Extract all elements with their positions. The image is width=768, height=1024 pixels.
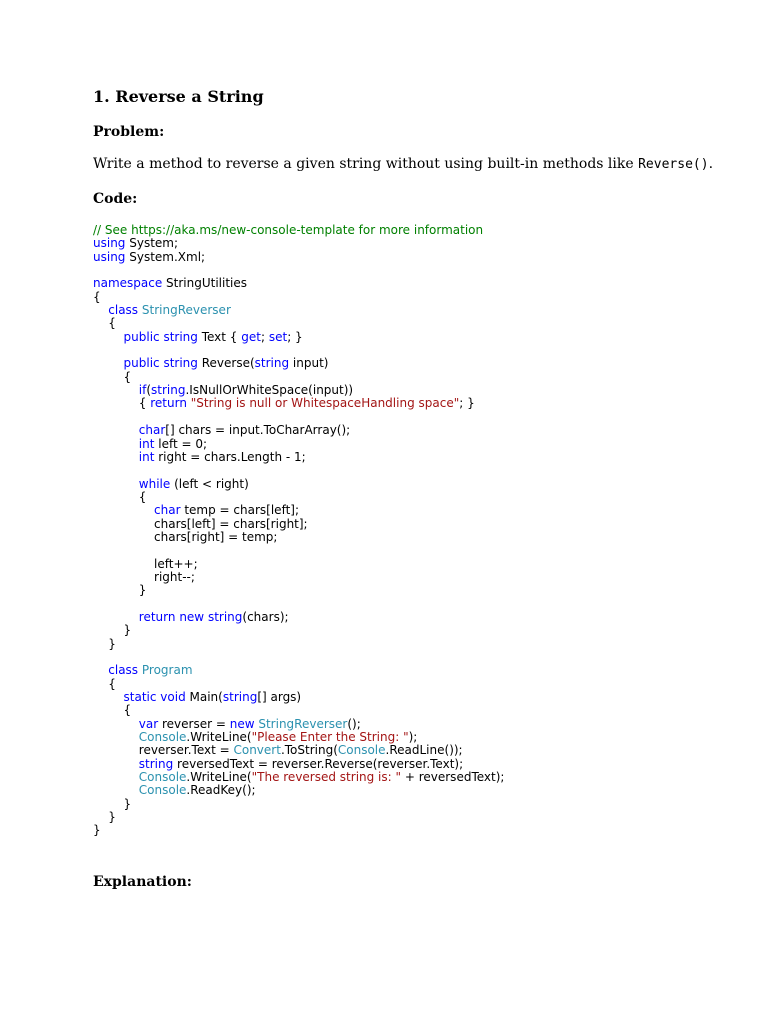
problem-paragraph	[93, 156, 713, 172]
code-token: void	[160, 690, 186, 705]
code-line	[93, 718, 504, 731]
code-line	[93, 304, 504, 317]
code-line	[93, 251, 504, 264]
code-token: .IsNullOrWhiteSpace(input))	[185, 383, 354, 398]
code-token: System;	[125, 236, 179, 251]
code-token: string	[207, 609, 243, 624]
code-token: return	[138, 609, 176, 624]
code-line	[93, 264, 504, 277]
code-line	[93, 744, 504, 757]
code-line	[93, 691, 504, 704]
problem-heading: Problem:	[93, 124, 165, 140]
code-token: string	[151, 383, 186, 398]
code-token: get	[241, 329, 261, 344]
code-token: Console	[138, 783, 187, 798]
code-token: left = 0;	[154, 436, 208, 451]
code-token: {	[93, 316, 116, 331]
code-token: right = chars.Length - 1;	[154, 449, 306, 464]
code-line	[93, 371, 504, 384]
code-token: class	[108, 303, 139, 318]
code-token: {	[93, 289, 101, 304]
code-token: }	[93, 583, 147, 598]
code-token: // See https://aka.ms/new-console-template for more information	[93, 223, 484, 237]
code-token: .WriteLine(	[186, 770, 252, 785]
code-line	[93, 731, 504, 744]
code-line	[93, 438, 504, 451]
code-line	[93, 584, 504, 597]
code-token: while	[138, 476, 171, 491]
page-title: 1. Reverse a String	[93, 87, 264, 106]
code-token: Console	[138, 730, 187, 745]
code-token: .ReadLine());	[385, 743, 463, 758]
code-token: public	[123, 356, 160, 371]
code-line	[93, 464, 504, 477]
code-line	[93, 491, 504, 504]
code-token: char	[154, 503, 181, 518]
code-token: using	[93, 236, 126, 251]
code-token: (chars);	[242, 609, 289, 624]
code-token	[93, 437, 139, 451]
code-line	[93, 558, 504, 571]
code-token: reverser =	[158, 716, 230, 731]
code-token: namespace	[93, 276, 163, 291]
code-line	[93, 704, 504, 717]
code-token: StringReverser	[258, 716, 348, 731]
code-token: reverser.Text =	[93, 743, 234, 758]
code-token: System.Xml;	[125, 249, 206, 264]
code-line	[93, 384, 504, 397]
code-token: (left < right)	[170, 476, 249, 491]
problem-text-end: .	[708, 156, 714, 172]
code-token	[93, 303, 108, 317]
code-line	[93, 758, 504, 771]
code-token: if	[138, 383, 147, 398]
code-token: Reverse(	[197, 356, 255, 371]
code-line	[93, 277, 504, 290]
code-token	[93, 383, 139, 397]
code-token	[93, 690, 124, 704]
code-token: char	[138, 423, 166, 438]
code-token	[93, 450, 139, 464]
code-token: {	[93, 369, 132, 384]
code-token: int	[138, 449, 155, 464]
code-token: }	[93, 623, 132, 638]
code-token: }	[93, 810, 116, 825]
code-token: using	[93, 249, 126, 264]
code-token	[93, 770, 139, 784]
code-token: string	[163, 329, 198, 344]
code-heading: Code:	[93, 191, 138, 207]
code-token: StringUtilities	[162, 276, 248, 291]
code-token	[93, 663, 108, 677]
code-line	[93, 411, 504, 424]
code-token: temp = chars[left];	[180, 503, 300, 518]
code-token: "String is null or WhitespaceHandling space"	[190, 396, 460, 411]
code-token: }	[93, 636, 116, 651]
code-token: Console	[138, 770, 187, 785]
code-line	[93, 611, 504, 624]
code-token: "Please Enter the String: "	[251, 730, 409, 745]
code-token: Console	[337, 743, 386, 758]
code-token: {	[93, 703, 132, 718]
code-token	[93, 330, 124, 344]
code-token: ();	[347, 716, 361, 731]
code-token: Convert	[233, 743, 281, 758]
code-token	[93, 783, 139, 797]
code-line	[93, 331, 504, 344]
code-block	[93, 224, 504, 838]
code-line	[93, 544, 504, 557]
code-token	[93, 610, 139, 624]
code-token: static	[123, 690, 157, 705]
code-token: new	[179, 609, 205, 624]
code-line	[93, 811, 504, 824]
code-token: chars[left] = chars[right];	[93, 516, 308, 531]
code-token: ; }	[287, 329, 303, 344]
code-line	[93, 237, 504, 250]
code-token: reversedText = reverser.Reverse(reverser.Text);	[173, 756, 464, 771]
code-token: class	[108, 663, 139, 678]
inline-code: Reverse()	[638, 157, 709, 172]
code-token: {	[93, 489, 147, 504]
code-line	[93, 571, 504, 584]
code-token: }	[93, 796, 132, 811]
code-line	[93, 651, 504, 664]
code-token	[93, 730, 139, 744]
code-token: input)	[289, 356, 329, 371]
code-token: {	[93, 396, 151, 411]
code-line	[93, 478, 504, 491]
code-line	[93, 824, 504, 837]
code-token: (	[146, 383, 152, 398]
code-line	[93, 784, 504, 797]
code-token: var	[138, 716, 159, 731]
code-token: .WriteLine(	[186, 730, 252, 745]
code-line	[93, 451, 504, 464]
code-token: StringReverser	[141, 303, 231, 318]
code-line	[93, 504, 504, 517]
code-token: string	[254, 356, 290, 371]
code-line	[93, 678, 504, 691]
code-token: );	[408, 730, 418, 745]
code-line	[93, 638, 504, 651]
code-token: "The reversed string is: "	[251, 770, 402, 785]
code-line	[93, 424, 504, 437]
code-token	[93, 717, 139, 731]
code-token: }	[93, 823, 101, 838]
code-token: .ToString(	[280, 743, 338, 758]
code-token: Text {	[197, 329, 242, 344]
code-line	[93, 397, 504, 410]
code-token: left++;	[93, 556, 198, 571]
code-token: {	[93, 676, 116, 691]
code-token: [] args)	[257, 690, 302, 705]
code-line	[93, 531, 504, 544]
code-token: string	[138, 756, 174, 771]
code-token: set	[268, 329, 288, 344]
code-token	[93, 503, 154, 517]
code-token: ;	[260, 329, 269, 344]
code-token: + reversedText);	[401, 770, 505, 785]
code-token: new	[229, 716, 255, 731]
code-line	[93, 291, 504, 304]
code-line	[93, 224, 504, 237]
code-line	[93, 798, 504, 811]
code-token	[93, 423, 139, 437]
code-line	[93, 664, 504, 677]
code-token: chars[right] = temp;	[93, 529, 278, 544]
code-line	[93, 344, 504, 357]
code-token: ; }	[459, 396, 475, 411]
code-line	[93, 598, 504, 611]
code-line	[93, 317, 504, 330]
code-line	[93, 771, 504, 784]
code-token: Main(	[185, 690, 223, 705]
code-token: string	[222, 690, 258, 705]
code-line	[93, 518, 504, 531]
code-token: .ReadKey();	[186, 783, 256, 798]
code-token: right--;	[93, 569, 195, 584]
code-token: return	[150, 396, 187, 411]
code-token	[93, 757, 139, 771]
code-line	[93, 357, 504, 370]
code-line	[93, 624, 504, 637]
code-token	[93, 477, 139, 491]
code-token: string	[163, 356, 198, 371]
problem-text: Write a method to reverse a given string without using built-in methods like	[93, 156, 639, 172]
explanation-heading: Explanation:	[93, 874, 192, 890]
code-token: public	[123, 329, 160, 344]
code-token: [] chars = input.ToCharArray();	[165, 423, 351, 438]
code-token: int	[138, 436, 155, 451]
code-token	[93, 356, 124, 370]
code-token: Program	[141, 663, 193, 678]
